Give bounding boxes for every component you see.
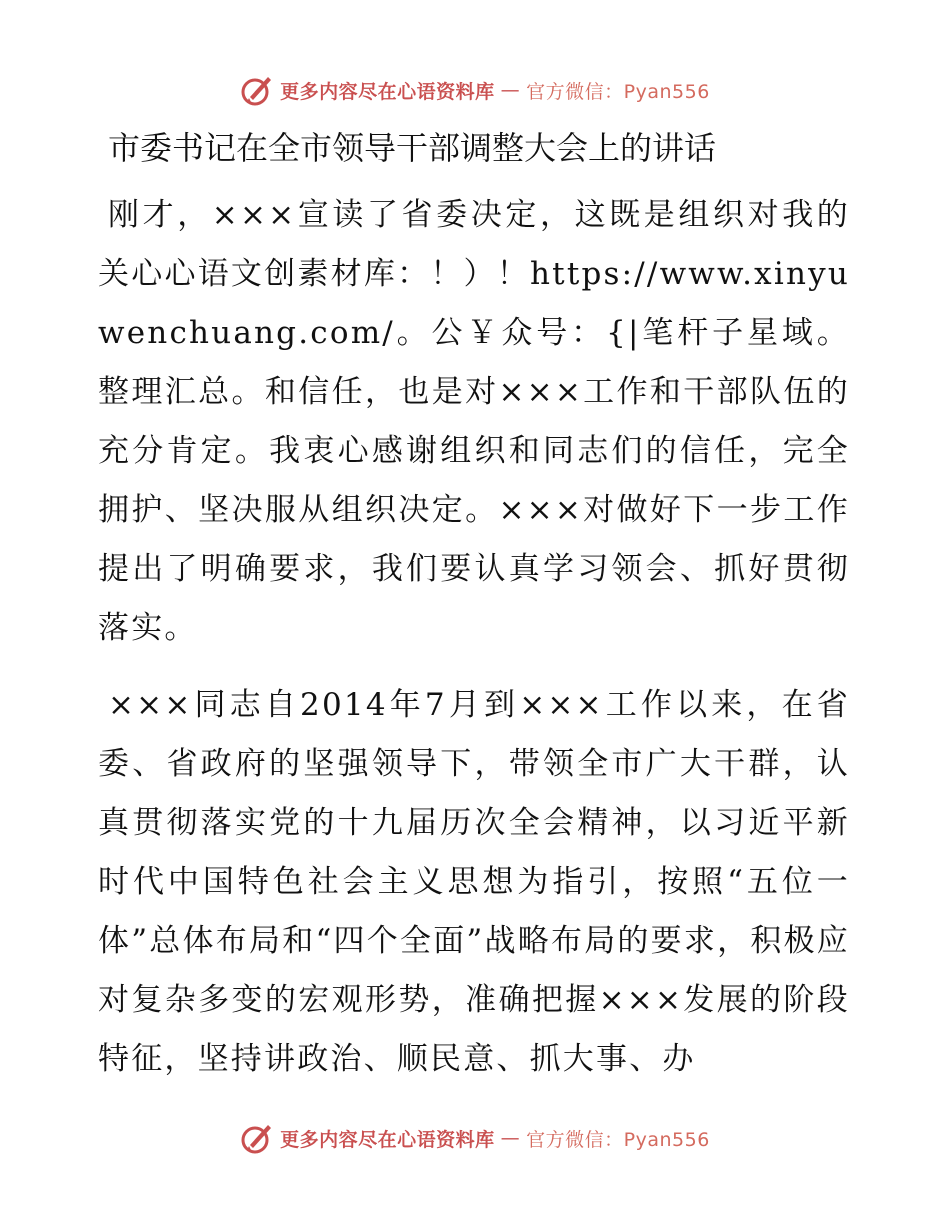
watermark-contact-text: 官方微信：Pyan556	[526, 80, 710, 103]
document-paragraph-2: ×××同志自2014年7月到×××工作以来，在省委、省政府的坚强领导下，带领全市广大干群，认真贯彻落实党的十九届历次全会精神，以习近平新时代中国特色社会主义思想为指引，按照“五位一体”总体布局和“四个全面”战略布局的要求，积极应对复杂多变的宏观形势，准确把握×××发展的阶段特征，坚持讲政治、顺民意、抓大事、办	[98, 687, 850, 1077]
watermark-contact-text: 官方微信：Pyan556	[526, 1128, 710, 1151]
document-title: 市委书记在全市领导干部调整大会上的讲话	[108, 129, 717, 167]
quill-pen-logo-icon	[240, 73, 274, 107]
watermark-separator: —	[500, 1127, 521, 1149]
footer-watermark	[0, 1118, 950, 1158]
document-paragraph-1: 刚才，×××宣读了省委决定，这既是组织对我的关心心语文创素材库：！）！https://www.xinyuwenchuang.com/。公￥众号：{|笔杆子星域。整理汇总。和信任，也是对×××工作和干部队伍的充分肯定。我衷心感谢组织和同志们的信任，完全拥护、坚决服从组织决定。×××对做好下一步工作提出了明确要求，我们要认真学习领会、抓好贯彻落实。	[98, 197, 850, 646]
header-watermark	[0, 70, 950, 110]
watermark-main-text: 更多内容尽在心语资料库	[280, 80, 495, 103]
watermark-main-text: 更多内容尽在心语资料库	[280, 1128, 495, 1151]
quill-pen-logo-icon	[240, 1121, 274, 1155]
document-body	[98, 120, 850, 1107]
watermark-separator: —	[500, 79, 521, 101]
